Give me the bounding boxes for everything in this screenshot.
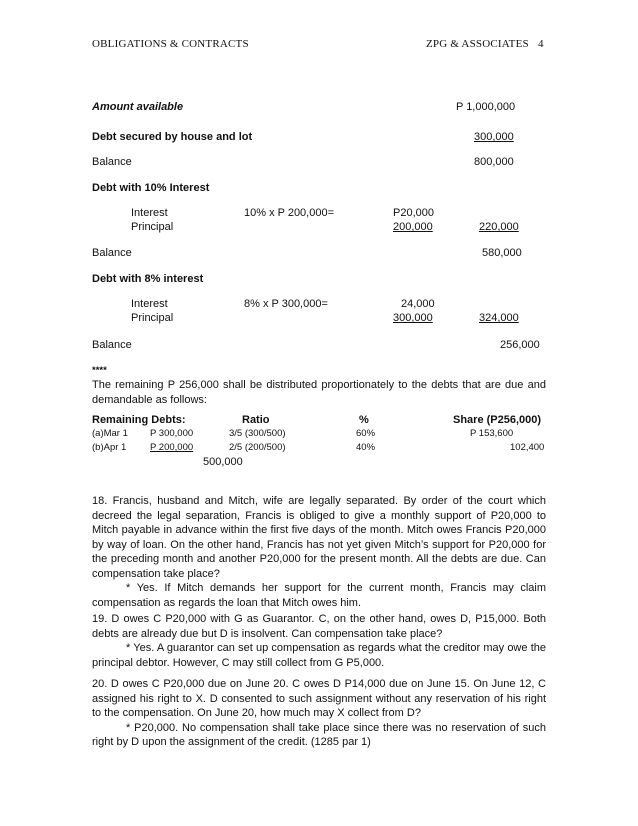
- header-left: OBLIGATIONS & CONTRACTS: [92, 38, 249, 50]
- table-header-share: Share (P256,000): [453, 414, 542, 426]
- table-row: [92, 442, 546, 455]
- problem-20-answer: * P20,000. No compensation shall take place since there was no reservation of such right by D upon the assignment of the credit. (1285 par 1): [92, 721, 546, 748]
- balance-2-label: Balance: [92, 247, 132, 259]
- debt-8-principal-amount: 300,000: [393, 312, 433, 324]
- debt-10-label: Debt with 10% Interest: [92, 182, 210, 194]
- page-number: 4: [538, 38, 544, 50]
- debt-8-label: Debt with 8% interest: [92, 273, 204, 285]
- problem-20-question: 20. D owes C P20,000 due on June 20. C owes D P14,000 due on June 15. On June 12, C assigned his right to X. D consented to such assignment without any reservation of his right to the compensation. On June 20, how much may X collect from D?: [92, 678, 546, 719]
- balance-1-value: 800,000: [474, 156, 514, 168]
- stars: ****: [92, 365, 107, 376]
- row-b-label: (b)Apr 1: [92, 442, 127, 453]
- amount-available-value: P 1,000,000: [456, 101, 516, 113]
- debt-8-interest-amount: 24,000: [401, 298, 435, 310]
- header-right: ZPG & ASSOCIATES: [426, 38, 529, 50]
- debt-8-interest-formula: 8% x P 300,000=: [244, 298, 328, 310]
- debt-secured-value: 300,000: [474, 131, 514, 143]
- problem-20: [92, 677, 546, 750]
- balance-1-label: Balance: [92, 156, 132, 168]
- row-b-amount: P 200,000: [150, 442, 194, 453]
- distribution-text: The remaining P 256,000 shall be distributed proportionately to the debts that are due and demandable as follows:: [92, 379, 546, 406]
- problem-18-answer: * Yes. If Mitch demands her support for the current month, Francis may claim compensation as regards the loan that Mitch owes him.: [92, 582, 546, 609]
- table-total: 500,000: [203, 456, 243, 468]
- debt-secured-label: Debt secured by house and lot: [92, 131, 253, 143]
- balance-3-label: Balance: [92, 339, 132, 351]
- debt-10-principal-label: Principal: [131, 221, 174, 233]
- debt-10-interest-formula: 10% x P 200,000=: [244, 207, 335, 219]
- row-a-label: (a)Mar 1: [92, 428, 128, 439]
- table-header-ratio: Ratio: [242, 414, 270, 426]
- debt-10-interest-label: Interest: [131, 207, 168, 219]
- debt-10-principal-amount: 200,000: [393, 221, 433, 233]
- row-b-share: 102,400: [510, 442, 545, 453]
- amount-available-label: Amount available: [92, 101, 184, 113]
- table-header-percent: %: [359, 414, 369, 426]
- row-a-percent: 60%: [356, 428, 376, 439]
- debt-10-interest-amount: P20,000: [393, 207, 434, 219]
- debt-8-interest-label: Interest: [131, 298, 168, 310]
- row-b-ratio: 2/5 (200/500): [229, 442, 286, 453]
- problem-19: [92, 612, 546, 670]
- table-header-remaining-debts: Remaining Debts:: [92, 414, 186, 426]
- table-row: [92, 428, 546, 441]
- problem-18-question: 18. Francis, husband and Mitch, wife are legally separated. By order of the court which decreed the legal separation, Francis is obliged to give a monthly support of P20,000 to Mitch payable in advance within the first five days of the month. Mitch owes Francis P20,000 by way of loan. On the other hand, Francis has not yet given Mitch’s support for P20,000 for the preceding month and another P20,000 for the present month. All the debts are due. Can compensation take place?: [92, 495, 546, 580]
- debt-10-total: 220,000: [479, 221, 519, 233]
- problem-19-question: 19. D owes C P20,000 with G as Guarantor. C, on the other hand, owes D, P15,000. Both debts are already due but D is insolvent. Can compensation take place?: [92, 613, 546, 640]
- problem-19-answer: * Yes. A guarantor can set up compensation as regards what the creditor may owe the principal debtor. However, C may still collect from G P5,000.: [92, 642, 546, 669]
- row-a-amount: P 300,000: [150, 428, 194, 439]
- row-b-percent: 40%: [356, 442, 376, 453]
- debt-8-total: 324,000: [479, 312, 519, 324]
- balance-3-value: 256,000: [500, 339, 540, 351]
- row-a-share: P 153,600: [470, 428, 514, 439]
- debt-8-principal-label: Principal: [131, 312, 174, 324]
- balance-2-value: 580,000: [482, 247, 522, 259]
- problem-18: [92, 494, 546, 610]
- row-a-ratio: 3/5 (300/500): [229, 428, 286, 439]
